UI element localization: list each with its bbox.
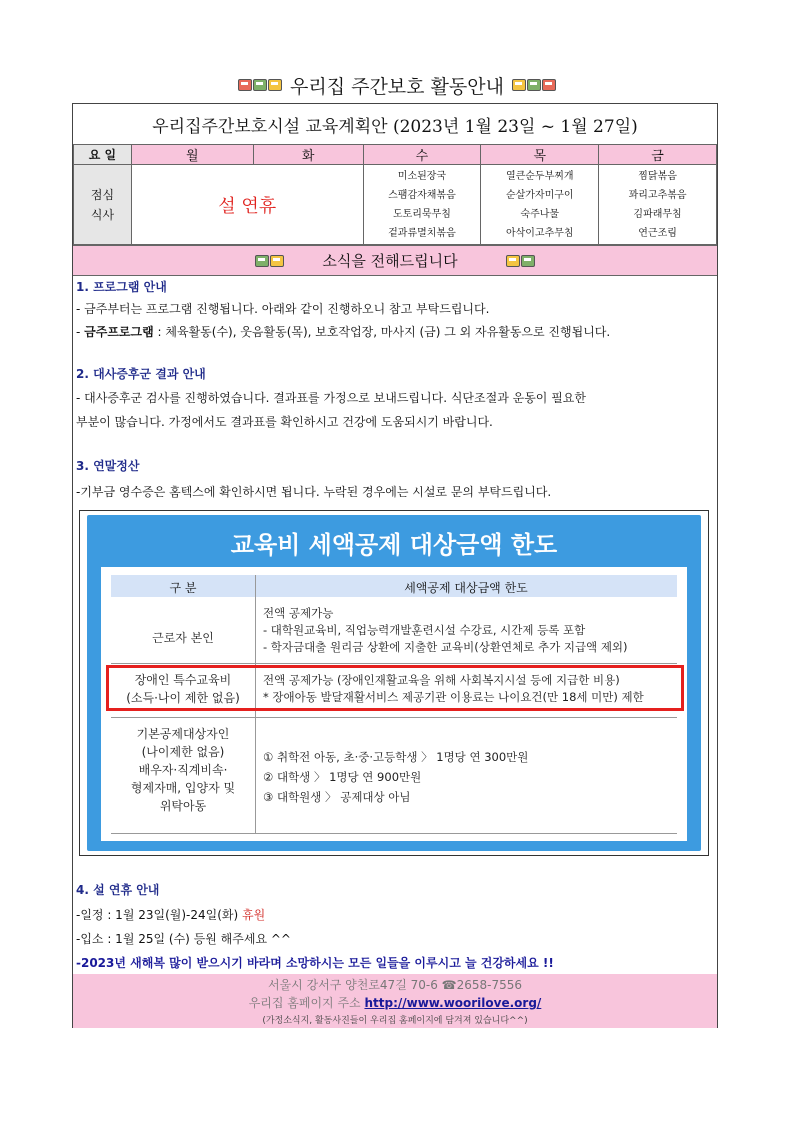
tax-panel: [87, 515, 701, 851]
section-2-line-2: 부분이 많습니다. 가정에서도 결과표를 확인하시고 건강에 도움되시기 바랍니다.: [76, 415, 493, 429]
tax-image-box: [79, 510, 709, 856]
tax-row-3-label: 기본공제대상자인 (나이제한 없음) 배우자·직계비속· 형제자매, 입양자 및 위탁아동: [130, 727, 236, 813]
holiday-cell: 설 연휴: [131, 165, 363, 245]
section-2-title: 2. 대사증후군 결과 안내: [76, 367, 206, 381]
section-3-title: 3. 연말정산: [76, 459, 140, 473]
section-1-title: 1. 프로그램 안내: [76, 280, 167, 294]
train-icon: [512, 79, 556, 91]
menu-fri: 찜닭볶음 꽈리고추볶음 김파래무침 연근조림: [599, 165, 717, 245]
document-frame: [72, 103, 718, 1028]
section-4-title: 4. 설 연휴 안내: [76, 883, 160, 897]
tax-title: 교육비 세액공제 대상금액 한도: [230, 531, 558, 559]
footer: [73, 974, 717, 1028]
section-4-line-1: -일정 : 1월 23일(월)-24일(화) 휴원: [76, 908, 266, 922]
tax-col-1: 구 분: [169, 581, 197, 595]
row-divider: [111, 717, 677, 718]
footer-note: (가정소식지, 활동사진들이 우리집 홈페이지에 담겨져 있습니다^^): [262, 1016, 528, 1026]
day-tue: 화: [253, 145, 363, 165]
train-icon: [255, 255, 284, 267]
day-mon: 월: [131, 145, 253, 165]
train-icon: [506, 255, 535, 267]
menu-wed: 미소된장국 스팸감자채볶음 도토리묵무침 겉과류멸치볶음: [363, 165, 481, 245]
lunch-label: 점심 식사: [74, 165, 132, 245]
tax-row-3-text: ① 취학전 아동, 초·중·고등학생 〉 1명당 연 300만원 ② 대학생 〉 1명당 연 900만원 ③ 대학원생 〉 공제대상 아님: [263, 750, 529, 804]
day-label: 요 일: [74, 145, 132, 165]
tax-col-2: 세액공제 대상금액 한도: [404, 581, 528, 595]
news-title: 소식을 전해드립니다: [322, 252, 458, 270]
section-4-line-3: -2023년 새해복 많이 받으시기 바라며 소망하시는 모든 일들을 이루시고 늘 건강하세요 !!: [76, 956, 554, 970]
meal-table: [73, 144, 717, 245]
section-1-line-1: - 금주부터는 프로그램 진행됩니다. 아래와 같이 진행하오니 참고 부탁드립니다.: [76, 302, 490, 316]
tax-row-2-text: 전액 공제가능 (장애인재활교육을 위해 사회복지시설 등에 지급한 비용) * 장애아동 발달재활서비스 제공기관 이용료는 나이요건(만 18세 미만) 제한: [263, 673, 644, 704]
row-divider: [111, 833, 677, 834]
menu-thu: 열큰순두부찌개 순살가자미구이 숙주나물 아삭이고추무침: [481, 165, 599, 245]
tax-table: [101, 567, 687, 841]
tax-row-1-text: 전액 공제가능 - 대학원교육비, 직업능력개발훈련시설 수강료, 시간제 등록 포함 - 학자금대출 원리금 상환에 지출한 교육비(상환연체로 추가 지급액 제외): [263, 606, 628, 654]
section-3-line-1: -기부금 영수증은 홈텍스에 확인하시면 됩니다. 누락된 경우에는 시설로 문의 부탁드립니다.: [76, 485, 552, 499]
footer-homepage: 우리집 홈페이지 주소 http://www.woorilove.org/: [248, 996, 542, 1010]
homepage-link[interactable]: http://www.woorilove.org/: [364, 996, 542, 1010]
tax-row-1-label: 근로자 본인: [152, 631, 214, 645]
day-thu: 목: [481, 145, 599, 165]
tax-table-header: [111, 575, 677, 597]
newsletter-title: 우리집 주간보호 활동안내: [290, 75, 504, 98]
day-fri: 금: [599, 145, 717, 165]
footer-address: 서울시 강서구 양천로47길 70-6 ☎2658-7556: [267, 978, 523, 992]
news-bar: [73, 245, 717, 276]
section-2-line-1: - 대사증후군 검사를 진행하였습니다. 결과표를 가정으로 보내드립니다. 식단조절과 운동이 필요한: [76, 391, 586, 405]
day-wed: 수: [363, 145, 481, 165]
tax-row-2-label: 장애인 특수교육비 (소득·나이 제한 없음): [126, 673, 240, 705]
section-4-line-2: -입소 : 1월 25일 (수) 등원 해주세요 ^^: [76, 932, 291, 946]
plan-title: 우리집주간보호시설 교육계획안 (2023년 1월 23일 ~ 1월 27일): [73, 104, 717, 145]
train-icon: [238, 79, 282, 91]
newsletter-header: [0, 70, 794, 100]
highlight-box: [106, 665, 684, 711]
row-divider: [111, 663, 677, 664]
section-1-line-2: - 금주프로그램 : 체육활동(수), 웃음활동(목), 보호작업장, 마사지 (금) 그 외 자유활동으로 진행됩니다.: [76, 325, 611, 339]
